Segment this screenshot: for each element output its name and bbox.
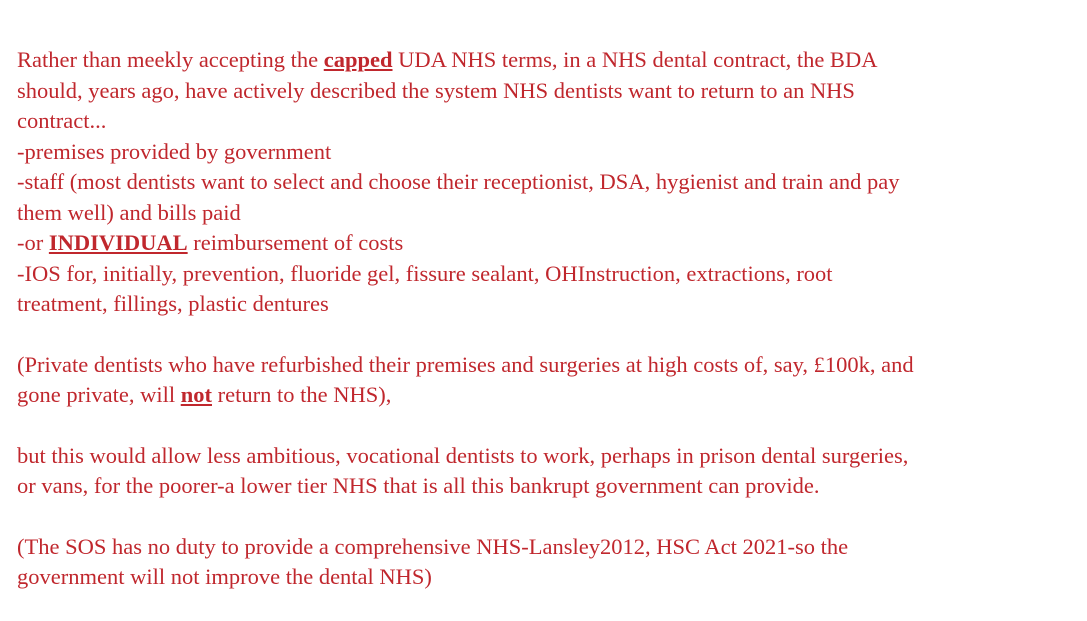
paragraph-spacer <box>17 502 1079 532</box>
paragraph-spacer <box>17 320 1079 350</box>
list-item-ios-line-2: treatment, fillings, plastic dentures <box>17 291 329 316</box>
intro-paragraph <box>17 45 1079 137</box>
intro-line-2: should, years ago, have actively described the system NHS dentists want to return to an NHS <box>17 77 855 103</box>
sos-paragraph <box>17 532 1079 593</box>
list-item-staff-line-1: -staff (most dentists want to select and choose their receptionist, DSA, hygienist and train and pay <box>17 169 900 194</box>
emphasis-not: not <box>180 382 212 407</box>
emphasis-individual: INDIVIDUAL <box>48 230 188 255</box>
lower-tier-paragraph <box>17 441 1079 502</box>
paragraph-spacer <box>17 411 1079 441</box>
text-run: -or <box>17 230 49 255</box>
list-item-premises: -premises provided by government <box>17 138 332 164</box>
list-item-ios-line-1: -IOS for, initially, prevention, fluoride gel, fissure sealant, OHInstruction, extractions, root <box>17 260 833 286</box>
requirements-list <box>17 137 1079 320</box>
text-run: reimbursement of costs <box>187 230 404 255</box>
text-run: gone private, will <box>17 382 181 407</box>
private-dentists-paragraph <box>17 350 1079 411</box>
sos-line-1: (The SOS has no duty to provide a comprehensive NHS-Lansley2012, HSC Act 2021-so the <box>17 533 849 559</box>
lower-tier-line-2: or vans, for the poorer-a lower tier NHS that is all this bankrupt government can provide. <box>17 473 820 498</box>
private-line-2 <box>17 380 1079 411</box>
list-item-reimbursement <box>17 228 1079 259</box>
text-run: return to the NHS), <box>211 382 392 407</box>
list-item-staff-line-2: them well) and bills paid <box>17 199 241 225</box>
intro-line-1 <box>17 45 1079 76</box>
document-body <box>17 45 1079 593</box>
text-run: Rather than meekly accepting the <box>17 47 324 72</box>
sos-line-2: government will not improve the dental NHS) <box>17 564 432 589</box>
lower-tier-line-1: but this would allow less ambitious, vocational dentists to work, perhaps in prison dental surgeries, <box>17 442 909 468</box>
text-run: UDA NHS terms, in a NHS dental contract, the BDA <box>392 47 878 72</box>
intro-line-3: contract... <box>17 108 107 133</box>
private-line-1: (Private dentists who have refurbished their premises and surgeries at high costs of, say, £100k, and <box>17 351 914 377</box>
emphasis-capped: capped <box>323 47 393 72</box>
